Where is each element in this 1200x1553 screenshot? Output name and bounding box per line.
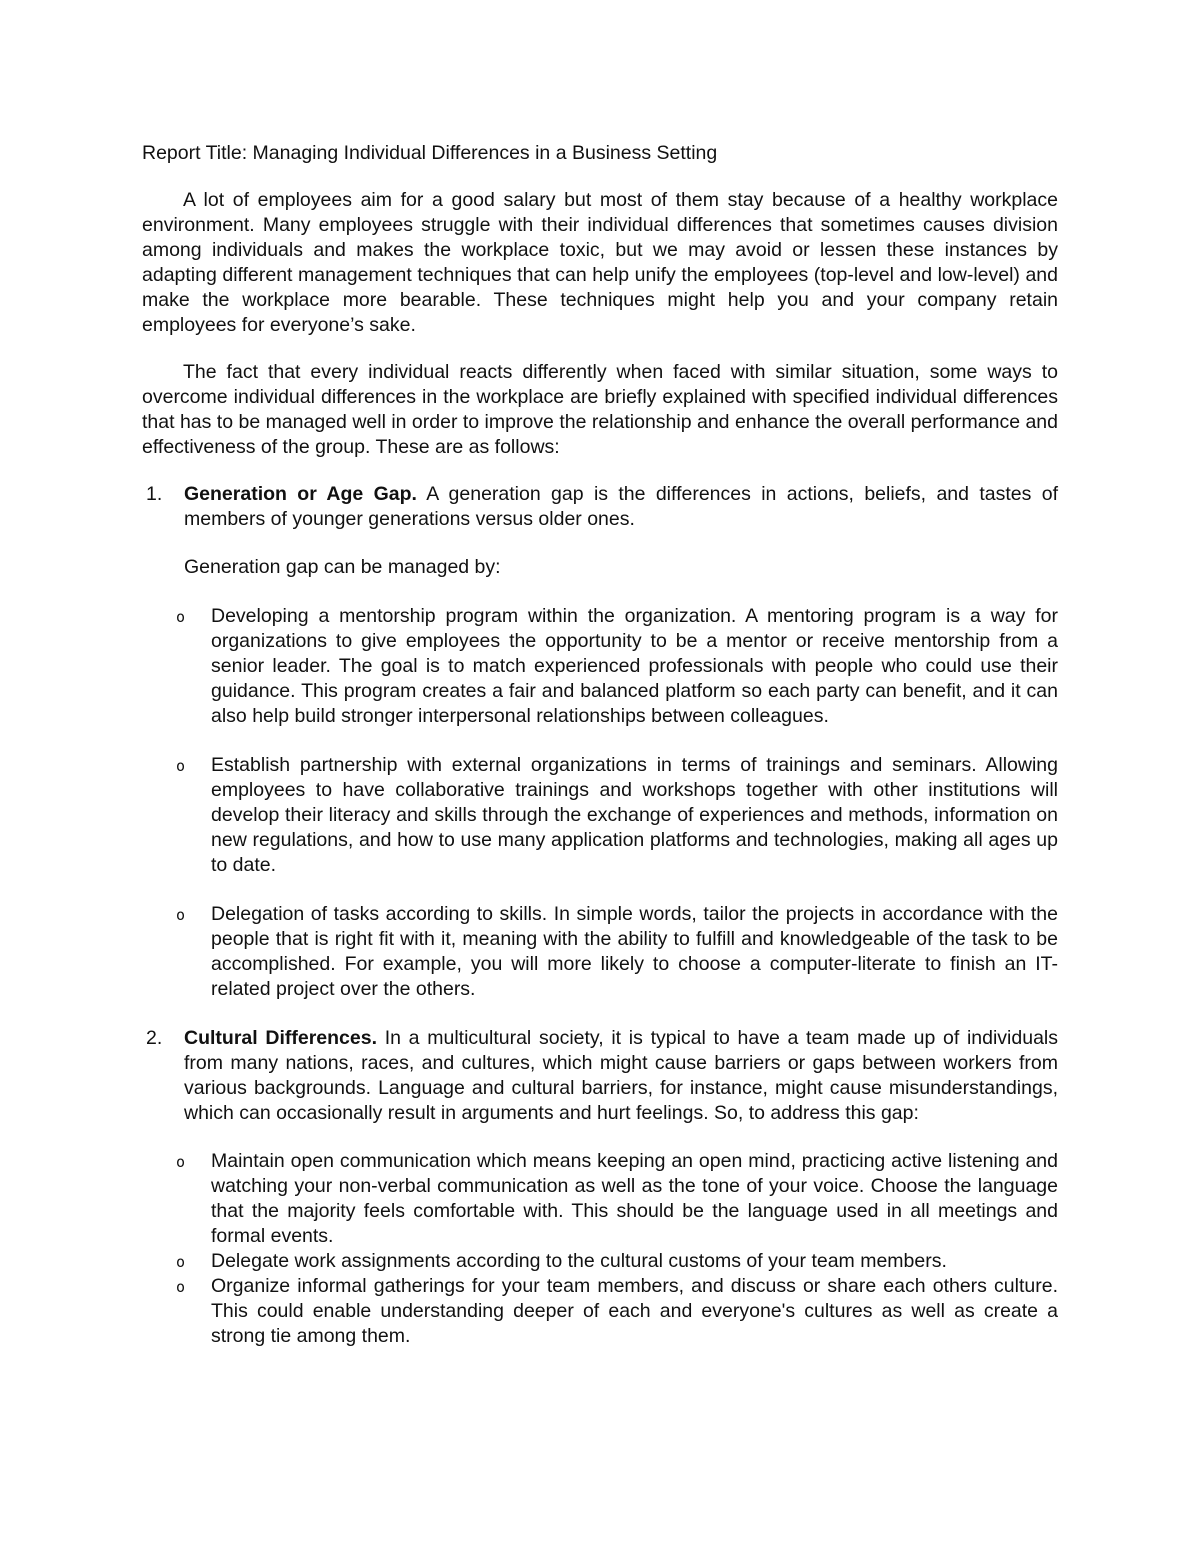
intro-paragraph: A lot of employees aim for a good salary but most of them stay because of a healthy workplace environment. Many employees struggle with their individual differences that sometimes causes division among individuals and makes the workplace toxic, but we may avoid or lessen these instances by adapting different management techniques that can help unify the employees (top-level and low-level) and make the workplace more bearable. These techniques might help you and your company retain employees for everyone’s sake. bbox=[142, 189, 1058, 336]
bullet-text: Maintain open communication which means keeping an open mind, practicing active listening and watching your non-verbal communication as well as the tone of your voice. Choose the language that the majority feels comfortable with. This should be the language used in all meetings and formal events. bbox=[211, 1150, 1058, 1247]
cultural-differences-bullets bbox=[176, 1149, 1058, 1349]
circle-bullet-icon: o bbox=[176, 608, 186, 626]
document-body bbox=[142, 141, 1058, 1349]
report-title: Report Title: Managing Individual Differences in a Business Setting bbox=[142, 142, 718, 164]
list-item bbox=[176, 1149, 1058, 1249]
bullet-text: Establish partnership with external organizations in terms of trainings and seminars. Allowing employees to have collaborative trainings and workshops together with other institutions will develop their literacy and skills through the exchange of experiences and methods, information on new regulations, and how to use many application platforms and technologies, making all ages up to date. bbox=[211, 754, 1058, 876]
list-item bbox=[176, 753, 1058, 878]
section-number: 2. bbox=[146, 1027, 163, 1049]
section-heading: Generation or Age Gap. bbox=[184, 483, 417, 505]
section-text: In a multicultural society, it is typical to have a team made up of individuals from many nations, races, and cultures, which might cause barriers or gaps between workers from various backgrounds. Language and cultural barriers, for instance, might cause misunderstandings, which can occasionally result in arguments and hurt feelings. So, to address this gap: bbox=[184, 1027, 1059, 1124]
section-description bbox=[184, 1026, 1058, 1126]
section-heading: Cultural Differences. bbox=[184, 1027, 378, 1049]
list-item bbox=[176, 902, 1058, 1002]
circle-bullet-icon: o bbox=[176, 1153, 186, 1171]
circle-bullet-icon: o bbox=[176, 1253, 186, 1271]
overview-paragraph: The fact that every individual reacts differently when faced with similar situation, some ways to overcome individual differences in the workplace are briefly explained with specified individual differences that has to be managed well in order to improve the relationship and enhance the overall performance and effectiveness of the group. These are as follows: bbox=[142, 361, 1058, 458]
list-item bbox=[176, 1274, 1058, 1349]
circle-bullet-icon: o bbox=[176, 1278, 186, 1296]
section-text: A generation gap is the differences in actions, beliefs, and tastes of members of younger generations versus older ones. bbox=[184, 483, 1058, 530]
circle-bullet-icon: o bbox=[176, 757, 186, 775]
section-description bbox=[184, 482, 1058, 532]
bullet-text: Organize informal gatherings for your team members, and discuss or share each others culture. This could enable understanding deeper of each and everyone's cultures as well as create a strong tie among them. bbox=[211, 1275, 1058, 1347]
section-generation-gap bbox=[142, 482, 1058, 1002]
generation-gap-bullets bbox=[176, 604, 1058, 1002]
section-cultural-differences bbox=[142, 1026, 1058, 1349]
section-number: 1. bbox=[146, 483, 163, 505]
bullet-text: Delegation of tasks according to skills. In simple words, tailor the projects in accordance with the people that is right fit with it, meaning with the ability to fulfill and knowledgeable of the task to be accomplished. For example, you will more likely to choose a computer-literate to finish an IT-related project over the others. bbox=[211, 903, 1058, 1000]
bullet-text: Delegate work assignments according to the cultural customs of your team members. bbox=[211, 1250, 947, 1272]
difference-sections-list bbox=[142, 482, 1058, 1349]
list-item bbox=[176, 1249, 1058, 1274]
managed-by-label: Generation gap can be managed by: bbox=[184, 556, 501, 578]
list-item bbox=[176, 604, 1058, 729]
bullet-text: Developing a mentorship program within the organization. A mentoring program is a way for organizations to give employees the opportunity to be a mentor or receive mentorship from a senior leader. The goal is to match experienced professionals with people who could use their guidance. This program creates a fair and balanced platform so each party can benefit, and it can also help build stronger interpersonal relationships between colleagues. bbox=[211, 605, 1058, 727]
circle-bullet-icon: o bbox=[176, 906, 186, 924]
